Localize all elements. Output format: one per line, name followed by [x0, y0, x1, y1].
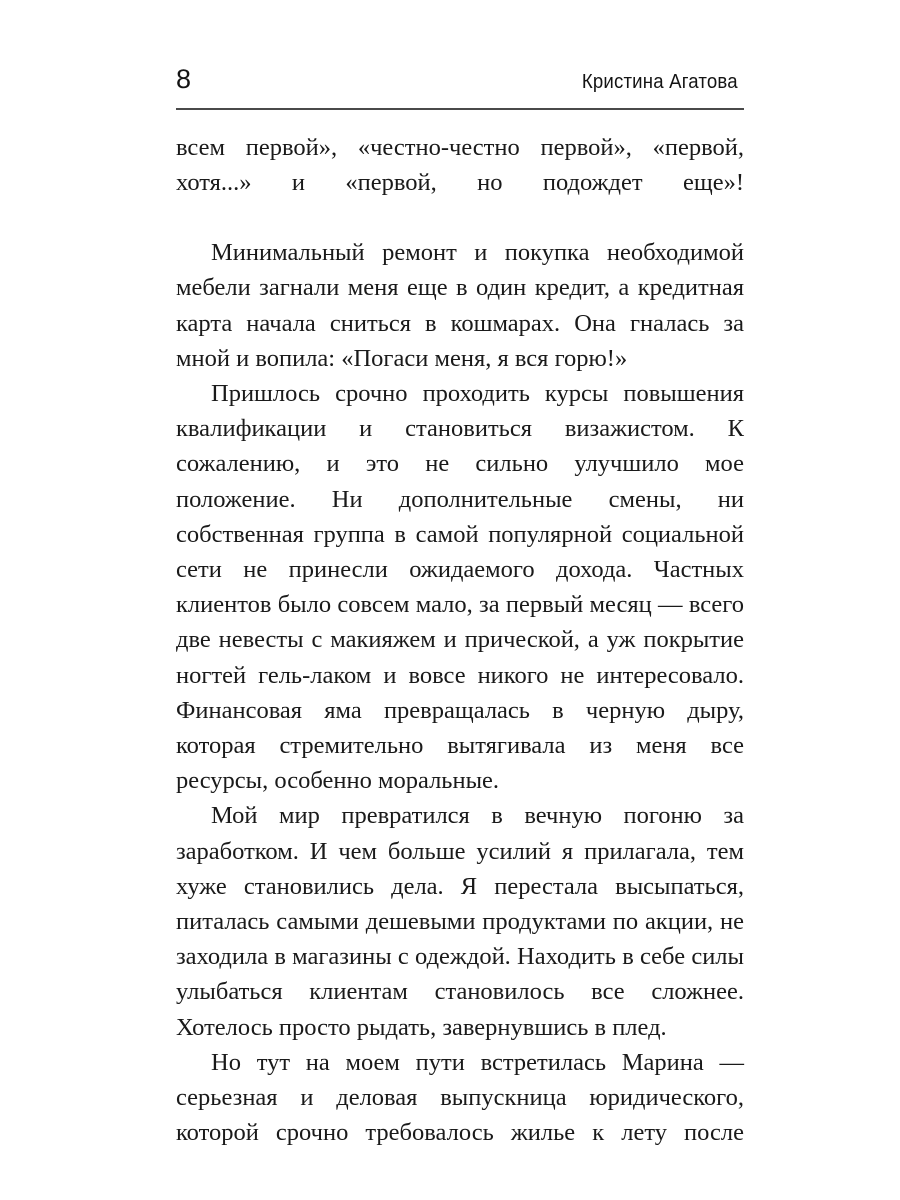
paragraph-kursy: Пришлось срочно проходить курсы повышения квалификации и становиться визажистом. К сожалению, и это не сильно улучшило мое положение. Ни дополнительные смены, ни собственная группа в самой популярной социальной сети не принесли ожидаемого дохода. Частных клиентов было совсем мало, за первый месяц — всего две невесты с макияжем и прической, а уж покрытие ногтей гель-лаком и вовсе никого не интересовало. Финансовая яма превращалась в черную дыру, которая стремительно вытягивала из меня все ресурсы, особенно моральные. [176, 380, 744, 795]
page-number: 8 [176, 64, 192, 94]
running-author-name: Кристина Агатова [582, 71, 739, 93]
body-text [176, 130, 744, 1186]
paragraph-moy-mir: Мой мир превратился в вечную погоню за заработком. И чем больше усилий я прилагала, тем хуже становились дела. Я перестала высыпаться, питалась самыми дешевыми продуктами по акции, не заходила в магазины с одеждой. Находить в себе силы улыбаться клиентам становилось все сложнее. Хотелось просто рыдать, завернувшись в плед. [176, 802, 744, 1041]
running-head [176, 66, 744, 104]
header-divider [176, 108, 744, 110]
paragraph-remont: Минимальный ремонт и покупка необходимой мебели загнали меня еще в один кредит, а кредитная карта начала сниться в кошмарах. Она гналась за мной и вопила: «Погаси меня, я вся горю!» [176, 239, 744, 372]
paragraph-marina: Но тут на моем пути встретилась Марина — серьезная и деловая выпускница юридического, которой срочно требовалось жилье к лету после [176, 1048, 744, 1147]
paragraph-continuation: всем первой», «честно-честно первой», «первой, хотя...» и «первой, но подождет еще»! [176, 133, 744, 196]
page-content [176, 66, 744, 1186]
